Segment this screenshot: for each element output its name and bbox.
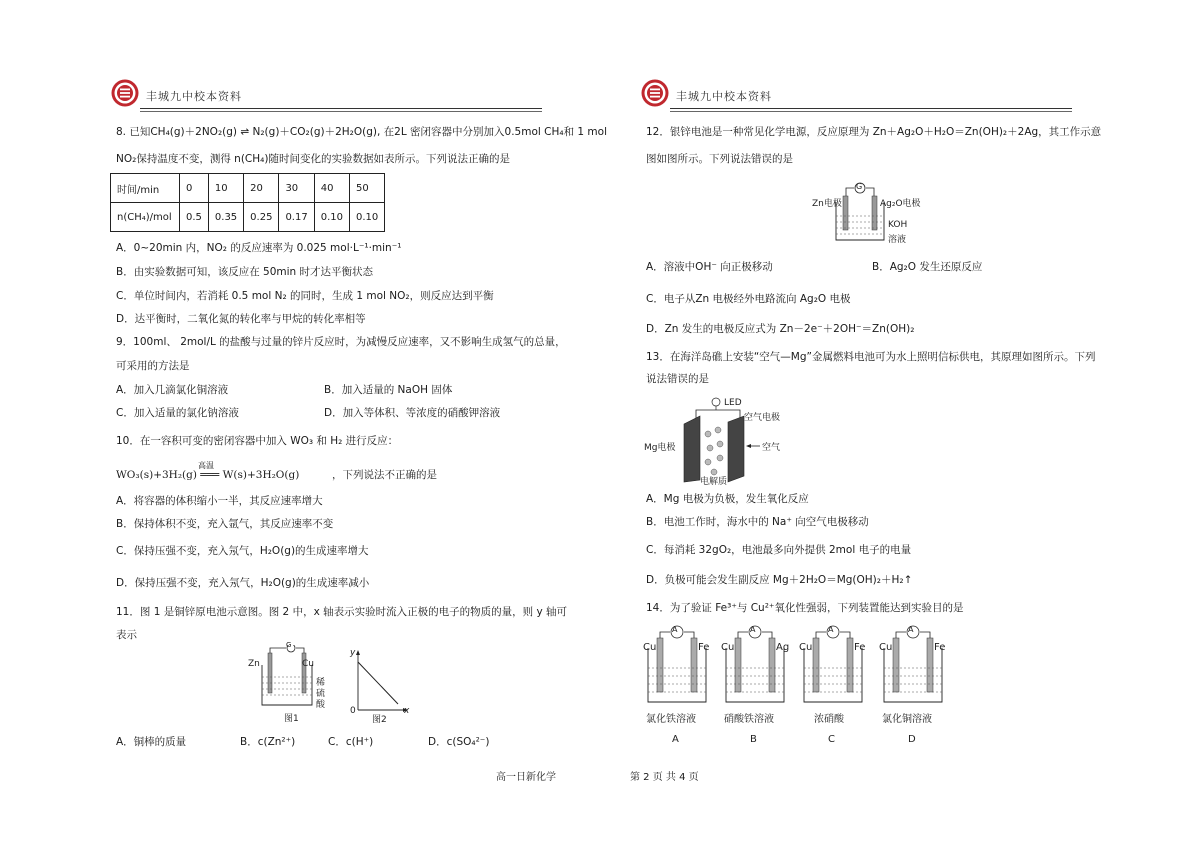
right-page bbox=[630, 0, 1102, 849]
school-logo-icon bbox=[110, 78, 140, 108]
electrolyte-label: 电解质 bbox=[700, 477, 728, 487]
table-header-time: 时间/min bbox=[111, 174, 180, 203]
table-cell: 50 bbox=[349, 174, 384, 203]
ag2o-electrode-label: Ag₂O电极 bbox=[880, 199, 921, 209]
school-name: 丰城九中校本资料 bbox=[146, 90, 242, 103]
table-cell: 0.5 bbox=[180, 203, 209, 232]
q9-stem-line2: 可采用的方法是 bbox=[116, 360, 190, 372]
fig2-y-label: y bbox=[350, 648, 356, 658]
fig1-caption: 图1 bbox=[284, 714, 299, 724]
footer-page-number: 第 2 页 共 4 页 bbox=[630, 772, 699, 783]
ammeter-label: A bbox=[750, 625, 756, 634]
q9-option-c: C．加入适量的氯化钠溶液 bbox=[116, 407, 239, 419]
q11-fig1-cell-diagram bbox=[248, 641, 326, 725]
setup-c-solution: 浓硝酸 bbox=[814, 714, 844, 725]
fig2-x-label: x bbox=[404, 706, 410, 716]
q8-stem-line2: NO₂保持温度不变，测得 n(CH₄)随时间变化的实验数据如表所示。下列说法正确的是 bbox=[116, 153, 510, 165]
q8-option-c: C．单位时间内，若消耗 0.5 mol N₂ 的同时，生成 1 mol NO₂，则反应达到平衡 bbox=[116, 290, 494, 302]
q8-option-b: B．由实验数据可知，该反应在 50min 时才达平衡状态 bbox=[116, 266, 374, 278]
table-cell: 10 bbox=[208, 174, 243, 203]
setup-b-left-electrode: Cu bbox=[721, 642, 735, 653]
setup-d-right-electrode: Fe bbox=[934, 642, 946, 653]
koh-label: KOH bbox=[888, 220, 908, 230]
table-row bbox=[111, 203, 385, 232]
footer-course: 高一日新化学 bbox=[496, 772, 556, 783]
page-header-left bbox=[110, 78, 542, 112]
q12-option-c: C．电子从Zn 电极经外电路流向 Ag₂O 电极 bbox=[646, 293, 851, 305]
school-name: 丰城九中校本资料 bbox=[676, 90, 772, 103]
q11-option-d: D．c(SO₄²⁻) bbox=[428, 736, 490, 748]
setup-d-solution: 氯化铜溶液 bbox=[882, 714, 932, 725]
setup-c-right-electrode: Fe bbox=[854, 642, 866, 653]
q13-stem-line2: 说法错误的是 bbox=[646, 373, 709, 385]
q11-fig2-graph bbox=[350, 648, 410, 724]
header-rule-thin bbox=[140, 111, 542, 112]
q10-option-c: C．保持压强不变，充入氖气，H₂O(g)的生成速率增大 bbox=[116, 545, 369, 557]
table-cell: 0.35 bbox=[208, 203, 243, 232]
setup-a-right-electrode: Fe bbox=[698, 642, 710, 653]
q9-option-b: B．加入适量的 NaOH 固体 bbox=[324, 384, 453, 396]
table-row bbox=[111, 174, 385, 203]
q14-apparatus-row bbox=[640, 622, 1060, 752]
q13-option-d: D．负极可能会发生副反应 Mg＋2H₂O＝Mg(OH)₂＋H₂↑ bbox=[646, 574, 913, 586]
ammeter-label: A bbox=[908, 625, 914, 634]
setup-a-label: A bbox=[672, 734, 679, 745]
table-header-amount: n(CH₄)/mol bbox=[111, 203, 180, 232]
left-page bbox=[110, 0, 607, 849]
table-cell: 30 bbox=[279, 174, 314, 203]
q14-stem-line1: 14．为了验证 Fe³⁺与 Cu²⁺氧化性强弱，下列装置能达到实验目的是 bbox=[646, 602, 964, 614]
q12-option-a: A．溶液中OH⁻ 向正极移动 bbox=[646, 261, 773, 273]
q10-equation: WO₃(s)+3H₂(g) ═══ W(s)+3H₂O(g) bbox=[116, 469, 300, 481]
header-rule bbox=[670, 108, 1072, 109]
q10-option-d: D．保持压强不变，充入氖气，H₂O(g)的生成速率减小 bbox=[116, 577, 370, 589]
q8-option-d: D．达平衡时，二氧化氮的转化率与甲烷的转化率相等 bbox=[116, 313, 366, 325]
battery-cell-icon bbox=[810, 182, 930, 248]
q10-stem-tail: ，下列说法不正确的是 bbox=[332, 469, 437, 481]
setup-c-label: C bbox=[828, 734, 835, 745]
q8-option-a: A．0~20min 内，NO₂ 的反应速率为 0.025 mol·L⁻¹·min⁻¹ bbox=[116, 242, 402, 254]
table-cell: 0 bbox=[180, 174, 209, 203]
zn-electrode-label: Zn电极 bbox=[812, 199, 842, 209]
table-cell: 0.25 bbox=[244, 203, 279, 232]
setup-a-solution: 氯化铁溶液 bbox=[646, 714, 696, 725]
q9-option-d: D．加入等体积、等浓度的硝酸钾溶液 bbox=[324, 407, 501, 419]
page-header-right bbox=[640, 78, 1072, 112]
q13-option-b: B．电池工作时，海水中的 Na⁺ 向空气电极移动 bbox=[646, 516, 869, 528]
q13-option-c: C．每消耗 32gO₂，电池最多向外提供 2mol 电子的电量 bbox=[646, 544, 912, 556]
q11-option-c: C．c(H⁺) bbox=[328, 736, 374, 748]
setup-b-right-electrode: Ag bbox=[776, 642, 790, 653]
mg-electrode-label: Mg电极 bbox=[644, 443, 676, 453]
setup-d-label: D bbox=[908, 734, 916, 745]
q9-stem-line1: 9．100ml、 2mol/L 的盐酸与过量的锌片反应时，为减慢反应速率，又不影响生成氢气的总量， bbox=[116, 336, 566, 348]
q11-stem-line2: 表示 bbox=[116, 629, 137, 641]
setup-c-left-electrode: Cu bbox=[799, 642, 813, 653]
q11-option-a: A．铜棒的质量 bbox=[116, 736, 187, 748]
air-electrode-label: 空气电极 bbox=[744, 413, 781, 423]
q10-option-a: A．将容器的体积缩小一半，其反应速率增大 bbox=[116, 495, 323, 507]
table-cell: 0.17 bbox=[279, 203, 314, 232]
solution-label: 溶液 bbox=[888, 235, 907, 245]
q10-condition: 高温 bbox=[198, 461, 214, 470]
q13-option-a: A．Mg 电极为负极，发生氧化反应 bbox=[646, 493, 809, 505]
cu-label: Cu bbox=[302, 659, 314, 669]
led-label: LED bbox=[724, 398, 742, 408]
q11-option-b: B．c(Zn²⁺) bbox=[240, 736, 296, 748]
setup-a-left-electrode: Cu bbox=[643, 642, 657, 653]
header-rule bbox=[140, 108, 542, 109]
q12-stem-line2: 图如图所示。下列说法错误的是 bbox=[646, 153, 793, 165]
table-cell: 0.10 bbox=[349, 203, 384, 232]
setup-d-left-electrode: Cu bbox=[879, 642, 893, 653]
fig2-origin-label: 0 bbox=[350, 706, 356, 716]
q12-stem-line1: 12．银锌电池是一种常见化学电源，反应原理为 Zn＋Ag₂O＋H₂O＝Zn(OH)₂＋2Ag，其工作示意 bbox=[646, 126, 1102, 138]
acid-label-1: 稀 bbox=[316, 678, 326, 688]
fig2-caption: 图2 bbox=[372, 715, 387, 725]
q10-stem-line1: 10．在一容积可变的密闭容器中加入 WO₃ 和 H₂ 进行反应： bbox=[116, 435, 399, 447]
setup-b-label: B bbox=[750, 734, 757, 745]
table-cell: 0.10 bbox=[314, 203, 349, 232]
q12-option-b: B．Ag₂O 发生还原反应 bbox=[872, 261, 983, 273]
acid-label-3: 酸 bbox=[316, 700, 326, 710]
ammeter-label: A bbox=[828, 625, 834, 634]
q13-air-mg-cell-diagram bbox=[640, 394, 840, 486]
air-label: 空气 bbox=[762, 443, 781, 453]
q8-data-table bbox=[110, 173, 385, 232]
q12-option-d: D．Zn 发生的电极反应式为 Zn－2e⁻＋2OH⁻＝Zn(OH)₂ bbox=[646, 323, 915, 335]
q10-option-b: B．保持体积不变，充入氩气，其反应速率不变 bbox=[116, 518, 334, 530]
school-logo-icon bbox=[640, 78, 670, 108]
galvanometer-label: G bbox=[286, 641, 292, 649]
q11-stem-line1: 11．图 1 是铜锌原电池示意图。图 2 中，x 轴表示实验时流入正极的电子的物质的量，则 y 轴可 bbox=[116, 606, 568, 618]
q13-stem-line1: 13．在海洋岛礁上安装“空气—Mg”金属燃料电池可为水上照明信标供电，其原理如图所示。下列 bbox=[646, 351, 1096, 363]
ammeter-label: A bbox=[672, 625, 678, 634]
zn-label: Zn bbox=[248, 659, 260, 669]
table-cell: 40 bbox=[314, 174, 349, 203]
q9-option-a: A．加入几滴氯化铜溶液 bbox=[116, 384, 229, 396]
q12-silver-zinc-cell-diagram bbox=[810, 182, 930, 248]
table-cell: 20 bbox=[244, 174, 279, 203]
setup-b-solution: 硝酸铁溶液 bbox=[724, 714, 774, 725]
header-rule-thin bbox=[670, 111, 1072, 112]
q8-stem-line1: 8. 已知CH₄(g)＋2NO₂(g) ⇌ N₂(g)＋CO₂(g)＋2H₂O(g), 在2L 密闭容器中分别加入0.5mol CH₄和 1 mol bbox=[116, 126, 607, 138]
galvanometer-label: G bbox=[856, 182, 863, 191]
acid-label-2: 硫 bbox=[316, 689, 326, 699]
